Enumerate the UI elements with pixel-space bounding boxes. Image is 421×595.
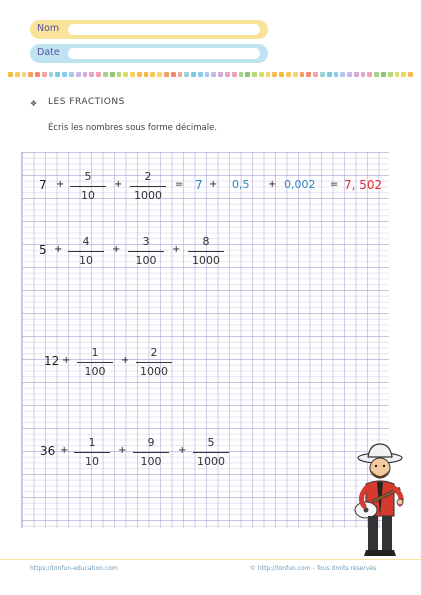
fraction-bar [128,251,164,252]
numerator: 1 [91,346,99,359]
color-strip-segment [272,72,277,77]
numerator: 8 [202,235,210,248]
color-strip [8,72,413,77]
cowboy-guitar-icon [346,440,416,560]
name-field[interactable] [30,20,268,39]
denominator: 100 [84,365,106,378]
fraction-bar [74,452,110,453]
plus-sign: + [112,244,121,255]
denominator: 1000 [192,254,220,267]
color-strip-segment [62,72,67,77]
color-strip-segment [340,72,345,77]
color-strip-segment [225,72,230,77]
fraction-bar [77,362,113,363]
color-strip-segment [184,72,189,77]
section-title: LES FRACTIONS [48,97,125,107]
color-strip-segment [42,72,47,77]
whole-number: 36 [40,444,56,458]
whole-number: 7 [39,178,47,192]
color-strip-segment [49,72,54,77]
date-field[interactable] [30,44,268,63]
color-strip-segment [110,72,115,77]
color-strip-segment [320,72,325,77]
color-strip-segment [191,72,196,77]
notebook-grid [21,152,389,528]
color-strip-segment [408,72,413,77]
plus-sign: + [62,355,71,366]
color-strip-segment [28,72,33,77]
color-strip-segment [327,72,332,77]
color-strip-segment [279,72,284,77]
color-strip-segment [8,72,13,77]
date-label: Date [37,47,60,58]
numerator: 2 [150,346,158,359]
exercise-3 [22,346,390,386]
plus-sign: + [268,179,277,190]
color-strip-segment [218,72,223,77]
fraction-bar [130,186,166,187]
color-strip-segment [144,72,149,77]
color-strip-segment [334,72,339,77]
instruction-text: Écris les nombres sous forme décimale. [48,123,218,133]
exercise-1 [22,170,390,210]
color-strip-segment [374,72,379,77]
denominator: 1000 [140,365,168,378]
date-input-line[interactable] [68,48,260,59]
color-strip-segment [89,72,94,77]
equals-sign: = [175,179,184,190]
numerator: 5 [84,170,92,183]
bullet-icon: ❖ [30,99,38,108]
numerator: 3 [142,235,150,248]
plus-sign: + [118,445,127,456]
fraction-bar [133,452,169,453]
color-strip-segment [313,72,318,77]
color-strip-segment [198,72,203,77]
equals-sign: = [330,179,339,190]
plus-sign: + [172,244,181,255]
color-strip-segment [300,72,305,77]
color-strip-segment [55,72,60,77]
color-strip-segment [137,72,142,77]
color-strip-segment [171,72,176,77]
numerator: 5 [207,436,215,449]
color-strip-segment [205,72,210,77]
numerator: 9 [147,436,155,449]
name-input-line[interactable] [68,24,260,35]
color-strip-segment [239,72,244,77]
fraction-bar [68,251,104,252]
denominator: 1000 [197,455,225,468]
footer-copyright: © http://tonfun.com - Tous droits réservés [250,565,377,572]
whole-number: 5 [39,243,47,257]
denominator: 100 [135,254,157,267]
color-strip-segment [96,72,101,77]
plus-sign: + [121,355,130,366]
color-strip-segment [15,72,20,77]
color-strip-segment [245,72,250,77]
fraction-bar [193,452,229,453]
plus-sign: + [60,445,69,456]
denominator: 10 [81,189,95,202]
color-strip-segment [76,72,81,77]
color-strip-segment [103,72,108,77]
color-strip-segment [117,72,122,77]
numerator: 4 [82,235,90,248]
exercise-2 [22,235,390,275]
denominator: 100 [140,455,162,468]
plus-sign: + [209,179,218,190]
plus-sign: + [56,179,65,190]
answer-part: 0,002 [284,178,316,191]
color-strip-segment [232,72,237,77]
color-strip-segment [306,72,311,77]
color-strip-segment [35,72,40,77]
exercise-4 [22,436,390,476]
denominator: 1000 [134,189,162,202]
color-strip-segment [69,72,74,77]
plus-sign: + [54,244,63,255]
color-strip-segment [401,72,406,77]
numerator: 2 [144,170,152,183]
answer-part: 0,5 [232,178,250,191]
color-strip-segment [164,72,169,77]
footer-website-link[interactable]: https://tonfun-education.com [30,565,118,572]
fraction-bar [136,362,172,363]
whole-number: 12 [44,354,60,368]
color-strip-segment [83,72,88,77]
color-strip-segment [22,72,27,77]
color-strip-segment [347,72,352,77]
color-strip-segment [157,72,162,77]
color-strip-segment [361,72,366,77]
color-strip-segment [395,72,400,77]
color-strip-segment [130,72,135,77]
footer-divider [0,559,421,560]
color-strip-segment [123,72,128,77]
denominator: 10 [85,455,99,468]
color-strip-segment [252,72,257,77]
color-strip-segment [178,72,183,77]
denominator: 10 [79,254,93,267]
answer-result: 7, 502 [344,178,383,192]
color-strip-segment [388,72,393,77]
color-strip-segment [367,72,372,77]
color-strip-segment [259,72,264,77]
color-strip-segment [293,72,298,77]
answer-whole: 7 [195,178,203,192]
plus-sign: + [114,179,123,190]
numerator: 1 [88,436,96,449]
plus-sign: + [178,445,187,456]
color-strip-segment [150,72,155,77]
color-strip-segment [381,72,386,77]
name-label: Nom [37,23,60,34]
color-strip-segment [266,72,271,77]
color-strip-segment [211,72,216,77]
fraction-bar [70,186,106,187]
color-strip-segment [286,72,291,77]
fraction-bar [188,251,224,252]
color-strip-segment [354,72,359,77]
